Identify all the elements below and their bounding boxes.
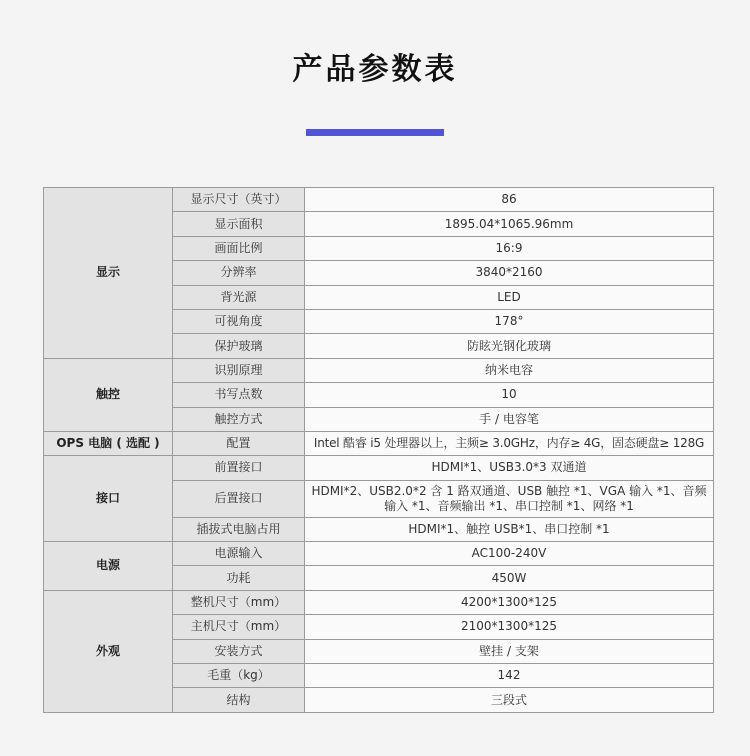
param-name: 分辨率 [173,261,305,285]
param-name: 画面比例 [173,236,305,260]
page-title: 产品参数表 [292,52,458,87]
param-name: 前置接口 [173,456,305,480]
param-name: 背光源 [173,285,305,309]
param-value: 2100*1300*125 [305,615,714,639]
param-value: 142 [305,664,714,688]
category-touch: 触控 [44,358,173,431]
table-row [44,542,714,566]
category-appearance: 外观 [44,590,173,712]
param-value: 手 / 电容笔 [305,407,714,431]
param-name: 安装方式 [173,639,305,663]
param-value: 防眩光钢化玻璃 [305,334,714,358]
category-power: 电源 [44,542,173,591]
param-value: 4200*1300*125 [305,590,714,614]
category-display: 显示 [44,188,173,359]
param-name: 触控方式 [173,407,305,431]
table-row [44,456,714,480]
spec-table [43,187,714,713]
param-value: LED [305,285,714,309]
param-value: 16:9 [305,236,714,260]
param-value: 3840*2160 [305,261,714,285]
param-value: 86 [305,188,714,212]
table-row [44,590,714,614]
param-name: 插拔式电脑占用 [173,517,305,541]
param-value: HDMI*1、USB3.0*3 双通道 [305,456,714,480]
param-value: 10 [305,383,714,407]
param-name: 显示面积 [173,212,305,236]
category-ops: OPS 电脑 ( 选配 ) [44,431,173,455]
param-name: 书写点数 [173,383,305,407]
param-value: HDMI*1、触控 USB*1、串口控制 *1 [305,517,714,541]
table-row [44,358,714,382]
param-name: 功耗 [173,566,305,590]
param-value: 178° [305,309,714,333]
param-value: 三段式 [305,688,714,712]
param-name: 配置 [173,431,305,455]
param-name: 显示尺寸（英寸） [173,188,305,212]
param-name: 保护玻璃 [173,334,305,358]
param-value: HDMI*2、USB2.0*2 含 1 路双通道、USB 触控 *1、VGA 输入 *1、音频输入 *1、音频输出 *1、串口控制 *1、网络 *1 [305,480,714,517]
category-ports: 接口 [44,456,173,542]
param-name: 电源输入 [173,542,305,566]
param-name: 识别原理 [173,358,305,382]
param-value: 1895.04*1065.96mm [305,212,714,236]
param-name: 后置接口 [173,480,305,517]
param-name: 结构 [173,688,305,712]
param-name: 主机尺寸（mm） [173,615,305,639]
param-name: 可视角度 [173,309,305,333]
title-underline [306,129,444,136]
table-row [44,431,714,455]
param-value: AC100-240V [305,542,714,566]
param-value: 纳米电容 [305,358,714,382]
param-value: Intel 酷睿 i5 处理器以上，主频≥ 3.0GHz，内存≥ 4G，固态硬盘≥ 128G [305,431,714,455]
param-value: 壁挂 / 支架 [305,639,714,663]
param-value: 450W [305,566,714,590]
table-row [44,188,714,212]
param-name: 毛重（kg） [173,664,305,688]
param-name: 整机尺寸（mm） [173,590,305,614]
